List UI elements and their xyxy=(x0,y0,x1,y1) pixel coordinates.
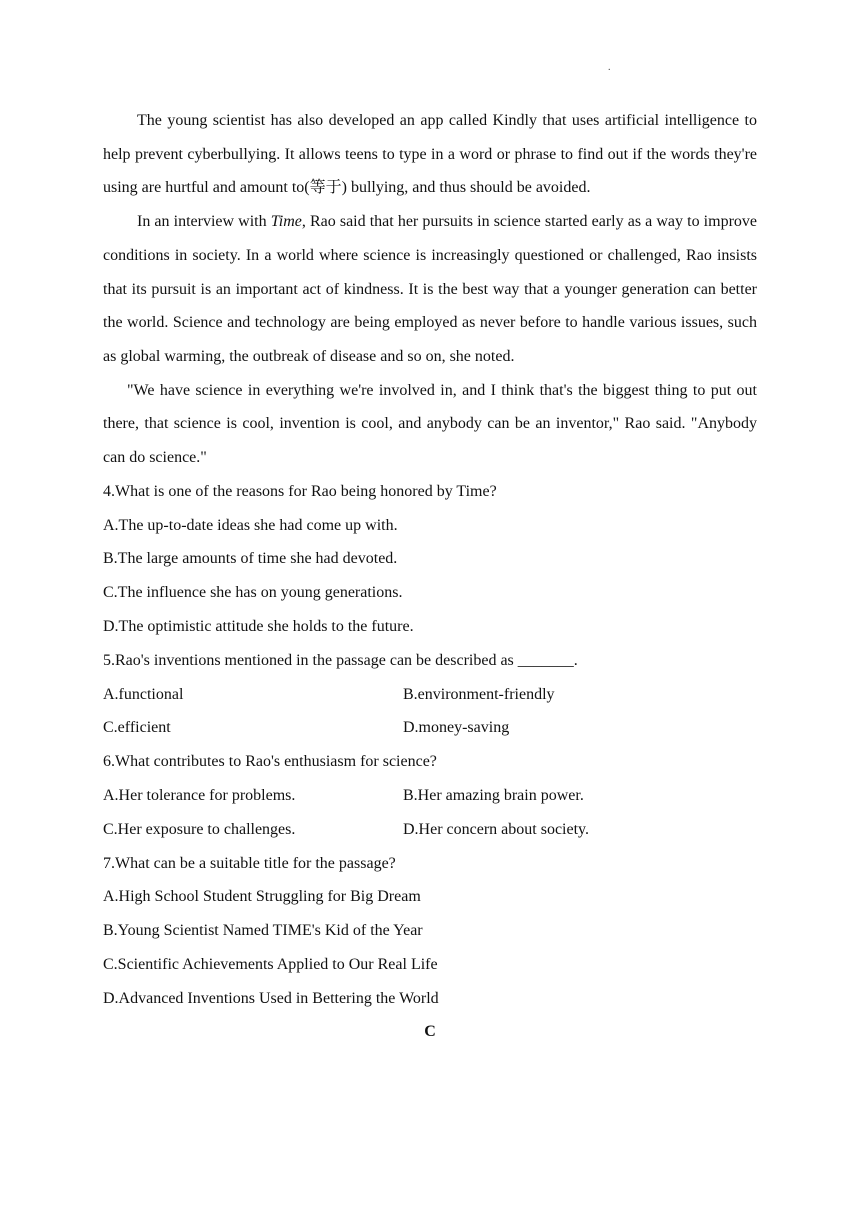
question-stem: 4.What is one of the reasons for Rao being honored by Time? xyxy=(103,482,497,500)
paragraph-2-rest: , Rao said that her pursuits in science started early as a way to improve conditions in society. In a world where science is increasingly questioned or challenged, Rao insists that its pursuit is an important act of kindness. It is the best way that a younger generation can better the world. Science and technology are being employed as never before to handle various issues, such as global warming, the outbreak of disease and so on, she noted. xyxy=(103,213,758,365)
options-row-1 xyxy=(103,678,757,712)
options-row-2 xyxy=(103,813,757,847)
section-heading: C xyxy=(424,1023,436,1041)
option-a: A.Her tolerance for problems. xyxy=(103,786,296,804)
question-4 xyxy=(103,475,757,644)
passage-paragraph-2 xyxy=(103,205,757,374)
option-d: D.Advanced Inventions Used in Bettering the World xyxy=(103,989,439,1007)
option-a: A.High School Student Struggling for Big Dream xyxy=(103,888,421,906)
option-b: B.Young Scientist Named TIME's Kid of the Year xyxy=(103,922,423,940)
question-7 xyxy=(103,847,757,1016)
option-a: A.functional xyxy=(103,685,184,703)
option-b: B.The large amounts of time she had devoted. xyxy=(103,550,398,568)
option-b: B.Her amazing brain power. xyxy=(403,786,584,804)
question-6 xyxy=(103,745,757,846)
options-row-2 xyxy=(103,711,757,745)
paragraph-2-start: In an interview with xyxy=(137,213,271,231)
option-a: A.The up-to-date ideas she had come up with. xyxy=(103,516,398,534)
question-stem: 7.What can be a suitable title for the passage? xyxy=(103,854,396,872)
option-c: C.The influence she has on young generations. xyxy=(103,584,403,602)
options-row-1 xyxy=(103,779,757,813)
option-b: B.environment-friendly xyxy=(403,685,555,703)
option-c: C.efficient xyxy=(103,719,171,737)
option-c: C.Her exposure to challenges. xyxy=(103,820,296,838)
passage-paragraph-3: "We have science in everything we're involved in, and I think that's the biggest thing to put out there, that science is cool, invention is cool, and anybody can be an inventor," Rao said. "Anybody can do science." xyxy=(103,381,757,467)
question-stem: 5.Rao's inventions mentioned in the passage can be described as _______. xyxy=(103,651,578,669)
option-d: D.The optimistic attitude she holds to the future. xyxy=(103,617,414,635)
option-d: D.Her concern about society. xyxy=(403,820,589,838)
option-c: C.Scientific Achievements Applied to Our Real Life xyxy=(103,955,438,973)
header-mark: . xyxy=(608,62,611,73)
question-5 xyxy=(103,644,757,745)
question-stem: 6.What contributes to Rao's enthusiasm for science? xyxy=(103,753,437,771)
option-d: D.money-saving xyxy=(403,719,510,737)
document-body xyxy=(103,104,757,1049)
passage-paragraph-1: The young scientist has also developed an app called Kindly that uses artificial intelligence to help prevent cyberbullying. It allows teens to type in a word or phrase to find out if the words they're using are hurtful and amount to(等于) bullying, and thus should be avoided. xyxy=(103,112,757,197)
magazine-name: Time xyxy=(270,213,302,231)
